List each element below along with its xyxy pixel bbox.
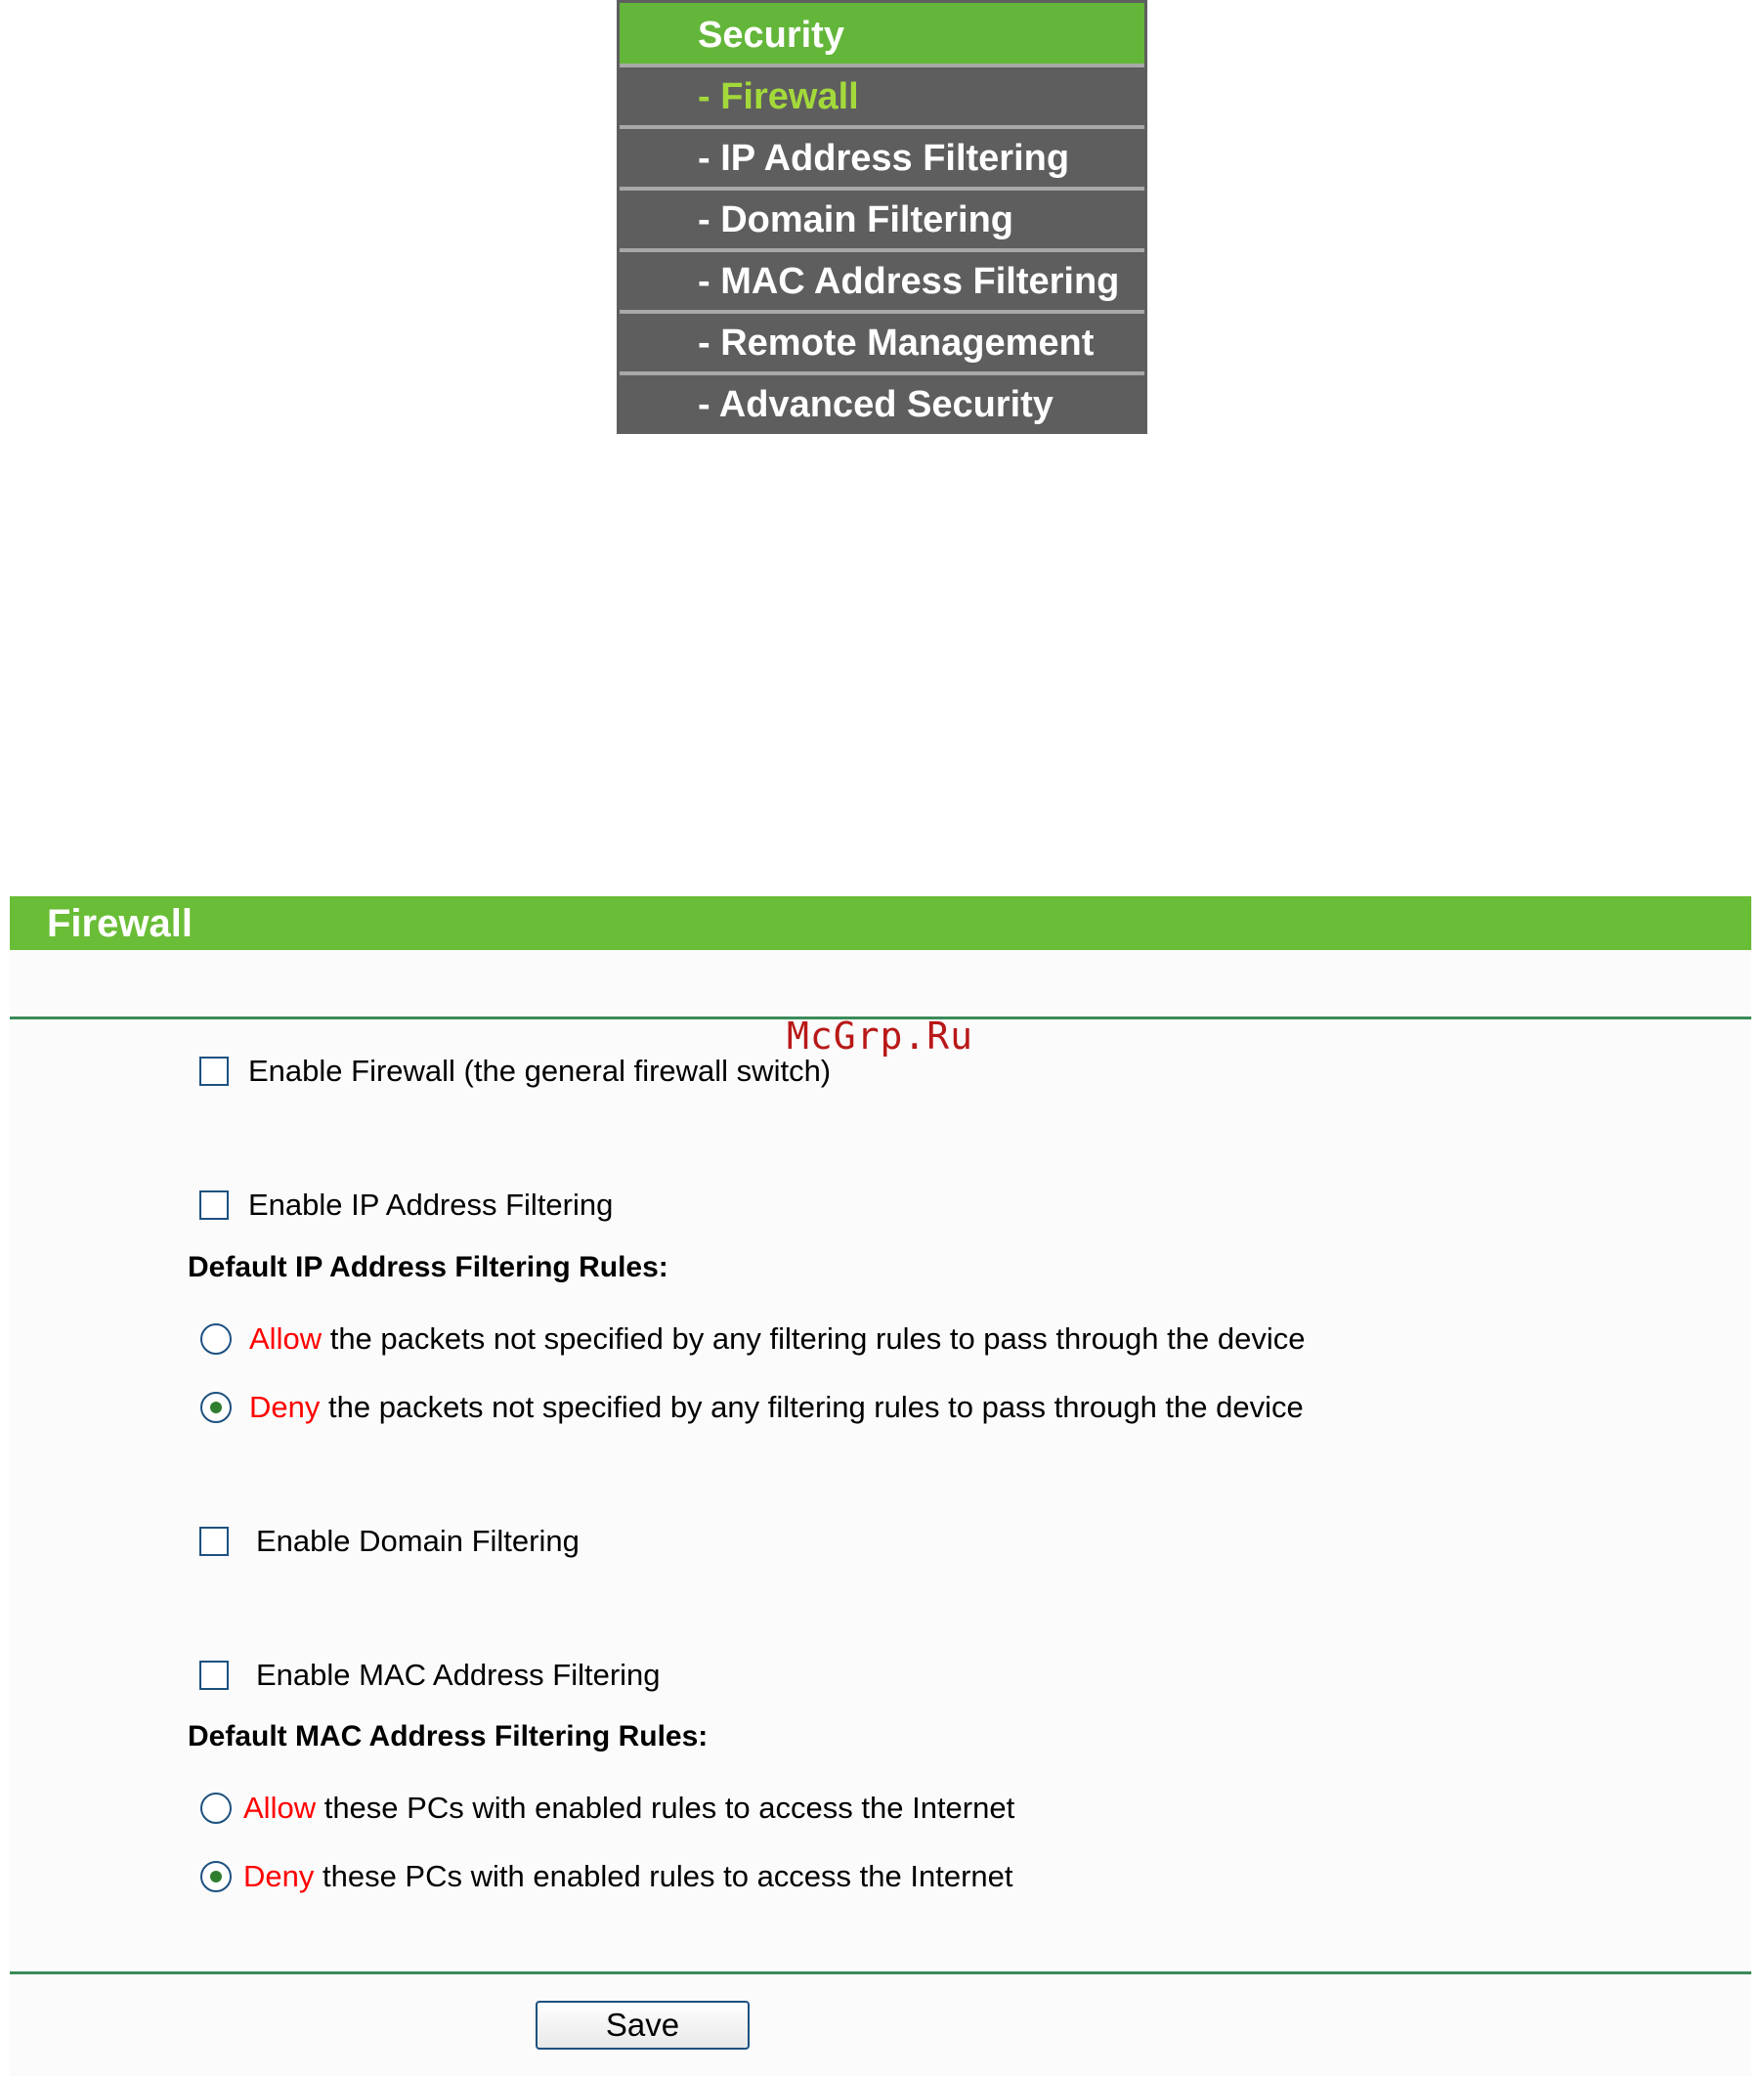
menu-header-security[interactable]: Security [620,3,1144,64]
menu-item-ip-address-filtering[interactable]: - IP Address Filtering [620,125,1144,183]
menu-item-mac-address-filtering[interactable]: - MAC Address Filtering [620,248,1144,306]
enable-firewall-label: Enable Firewall (the general firewall switch) [248,1054,832,1088]
firewall-panel [10,950,1751,2076]
enable-firewall-row [199,1054,831,1089]
ip-allow-text: the packets not specified by any filtering rules to pass through the device [322,1321,1306,1356]
enable-mac-filtering-row [199,1658,661,1693]
ip-allow-keyword: Allow [249,1321,323,1356]
menu-item-firewall[interactable]: - Firewall [620,64,1144,121]
enable-mac-filtering-checkbox[interactable] [199,1661,229,1690]
mac-deny-row [200,1859,1013,1894]
mac-deny-text: these PCs with enabled rules to access the Internet [314,1859,1013,1893]
enable-firewall-checkbox[interactable] [199,1057,229,1086]
mac-allow-row [200,1791,1014,1826]
enable-domain-filtering-label: Enable Domain Filtering [256,1524,580,1558]
mac-allow-radio[interactable] [200,1793,232,1824]
enable-domain-filtering-row [199,1524,580,1559]
enable-ip-filtering-checkbox[interactable] [199,1190,229,1220]
ip-deny-keyword: Deny [249,1390,321,1424]
enable-ip-filtering-label: Enable IP Address Filtering [248,1188,614,1222]
enable-domain-filtering-checkbox[interactable] [199,1527,229,1556]
enable-mac-filtering-label: Enable MAC Address Filtering [256,1658,661,1692]
menu-item-domain-filtering[interactable]: - Domain Filtering [620,187,1144,244]
ip-deny-radio[interactable] [200,1392,232,1423]
mac-deny-keyword: Deny [243,1859,315,1893]
panel-title: Firewall [10,896,1751,950]
ip-rules-heading: Default IP Address Filtering Rules: [188,1251,668,1283]
bottom-divider [10,1971,1751,1974]
save-button[interactable]: Save [536,2001,750,2050]
ip-deny-text: the packets not specified by any filtering rules to pass through the device [320,1390,1304,1424]
mac-rules-heading: Default MAC Address Filtering Rules: [188,1720,709,1752]
watermark-text: McGrp.Ru [787,1015,974,1058]
mac-allow-keyword: Allow [243,1791,317,1825]
enable-ip-filtering-row [199,1188,613,1223]
menu-item-advanced-security[interactable]: - Advanced Security [620,371,1144,429]
ip-allow-radio[interactable] [200,1323,232,1355]
menu-item-remote-management[interactable]: - Remote Management [620,310,1144,368]
mac-allow-text: these PCs with enabled rules to access the Internet [316,1791,1015,1825]
security-menu [617,0,1147,434]
mac-deny-radio[interactable] [200,1861,232,1892]
ip-allow-row [200,1321,1305,1357]
ip-deny-row [200,1390,1304,1425]
